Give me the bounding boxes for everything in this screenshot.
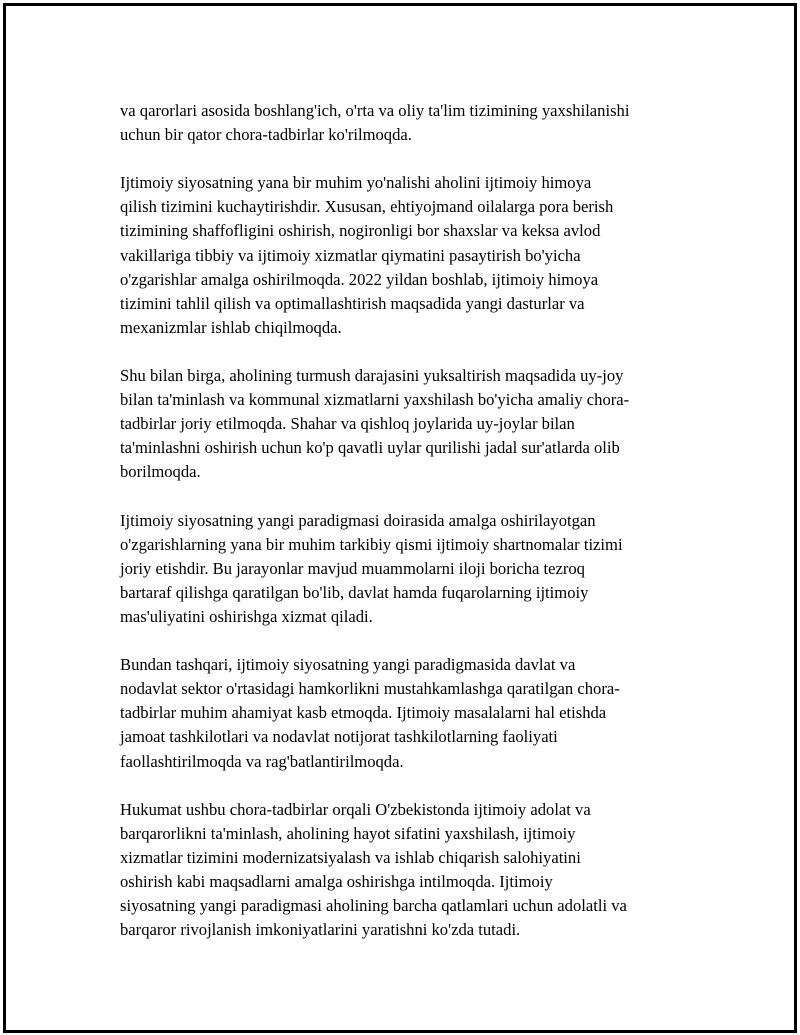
paragraph-3: Shu bilan birga, aholining turmush darajasini yuksaltirish maqsadida uy-joy bilan ta'minlash va kommunal xizmatlarni yaxshilash bo'yicha amaliy chora- tadbirlar joriy etilmoqda. Shahar va qishloq joylarida uy-joylar bilan ta'minlashni oshirish uchun ko'p qavatli uylar qurilishi jadal sur'atlarda olib borilmoqda. — [120, 366, 630, 482]
page-frame — [3, 3, 797, 1033]
paragraph-6: Hukumat ushbu chora-tadbirlar orqali O'zbekistonda ijtimoiy adolat va barqarorlikni ta'minlash, aholining hayot sifatini yaxshilash, ijtimoiy xizmatlar tizimini modernizatsiyalash va ishlab chiqarish salohiyatini oshirish kabi maqsadlarni amalga oshirishga intilmoqda. Ijtimoiy siyosatning yangi paradigmasi aholining barcha qatlamlari uchun adolatli va barqaror rivojlanish imkoniyatlarini yaratishni ko'zda tutadi. — [120, 799, 627, 940]
paragraph-2: Ijtimoiy siyosatning yana bir muhim yo'nalishi aholini ijtimoiy himoya qilish tizimini kuchaytirishdir. Xususan, ehtiyojmand oilalarga pora berish tizimining shaffofligini oshirish, nogironligi bor shaxslar va keksa avlod vakillariga tibbiy va ijtimoiy xizmatlar qiymatini pasaytirish bo'yicha o'zgarishlar amalga oshirilmoqda. 2022 yildan boshlab, ijtimoiy himoya tizimini tahlil qilish va optimallashtirish maqsadida yangi dasturlar va mexanizmlar ishlab chiqilmoqda. — [120, 173, 614, 337]
paragraph-4: Ijtimoiy siyosatning yangi paradigmasi doirasida amalga oshirilayotgan o'zgarishlarning yana bir muhim tarkibiy qismi ijtimoiy shartnomalar tizimi joriy etishdir. Bu jarayonlar mavjud muammolarni iloji boricha tezroq bartaraf qilishga qaratilgan bo'lib, davlat hamda fuqarolarning ijtimoiy mas'uliyatini oshirishga xizmat qiladi. — [120, 510, 623, 626]
page-body — [120, 99, 696, 942]
paragraph-1: va qarorlari asosida boshlang'ich, o'rta va oliy ta'lim tizimining yaxshilanishi uchun bir qator chora-tadbirlar ko'rilmoqda. — [120, 101, 630, 145]
paragraph-5: Bundan tashqari, ijtimoiy siyosatning yangi paradigmasida davlat va nodavlat sektor o'rtasidagi hamkorlikni mustahkamlashga qaratilgan chora- tadbirlar muhim ahamiyat kasb etmoqda. Ijtimoiy masalalarni hal etishda jamoat tashkilotlari va nodavlat notijorat tashkilotlarning faoliyati faollashtirilmoqda va rag'batlantirilmoqda. — [120, 655, 620, 771]
